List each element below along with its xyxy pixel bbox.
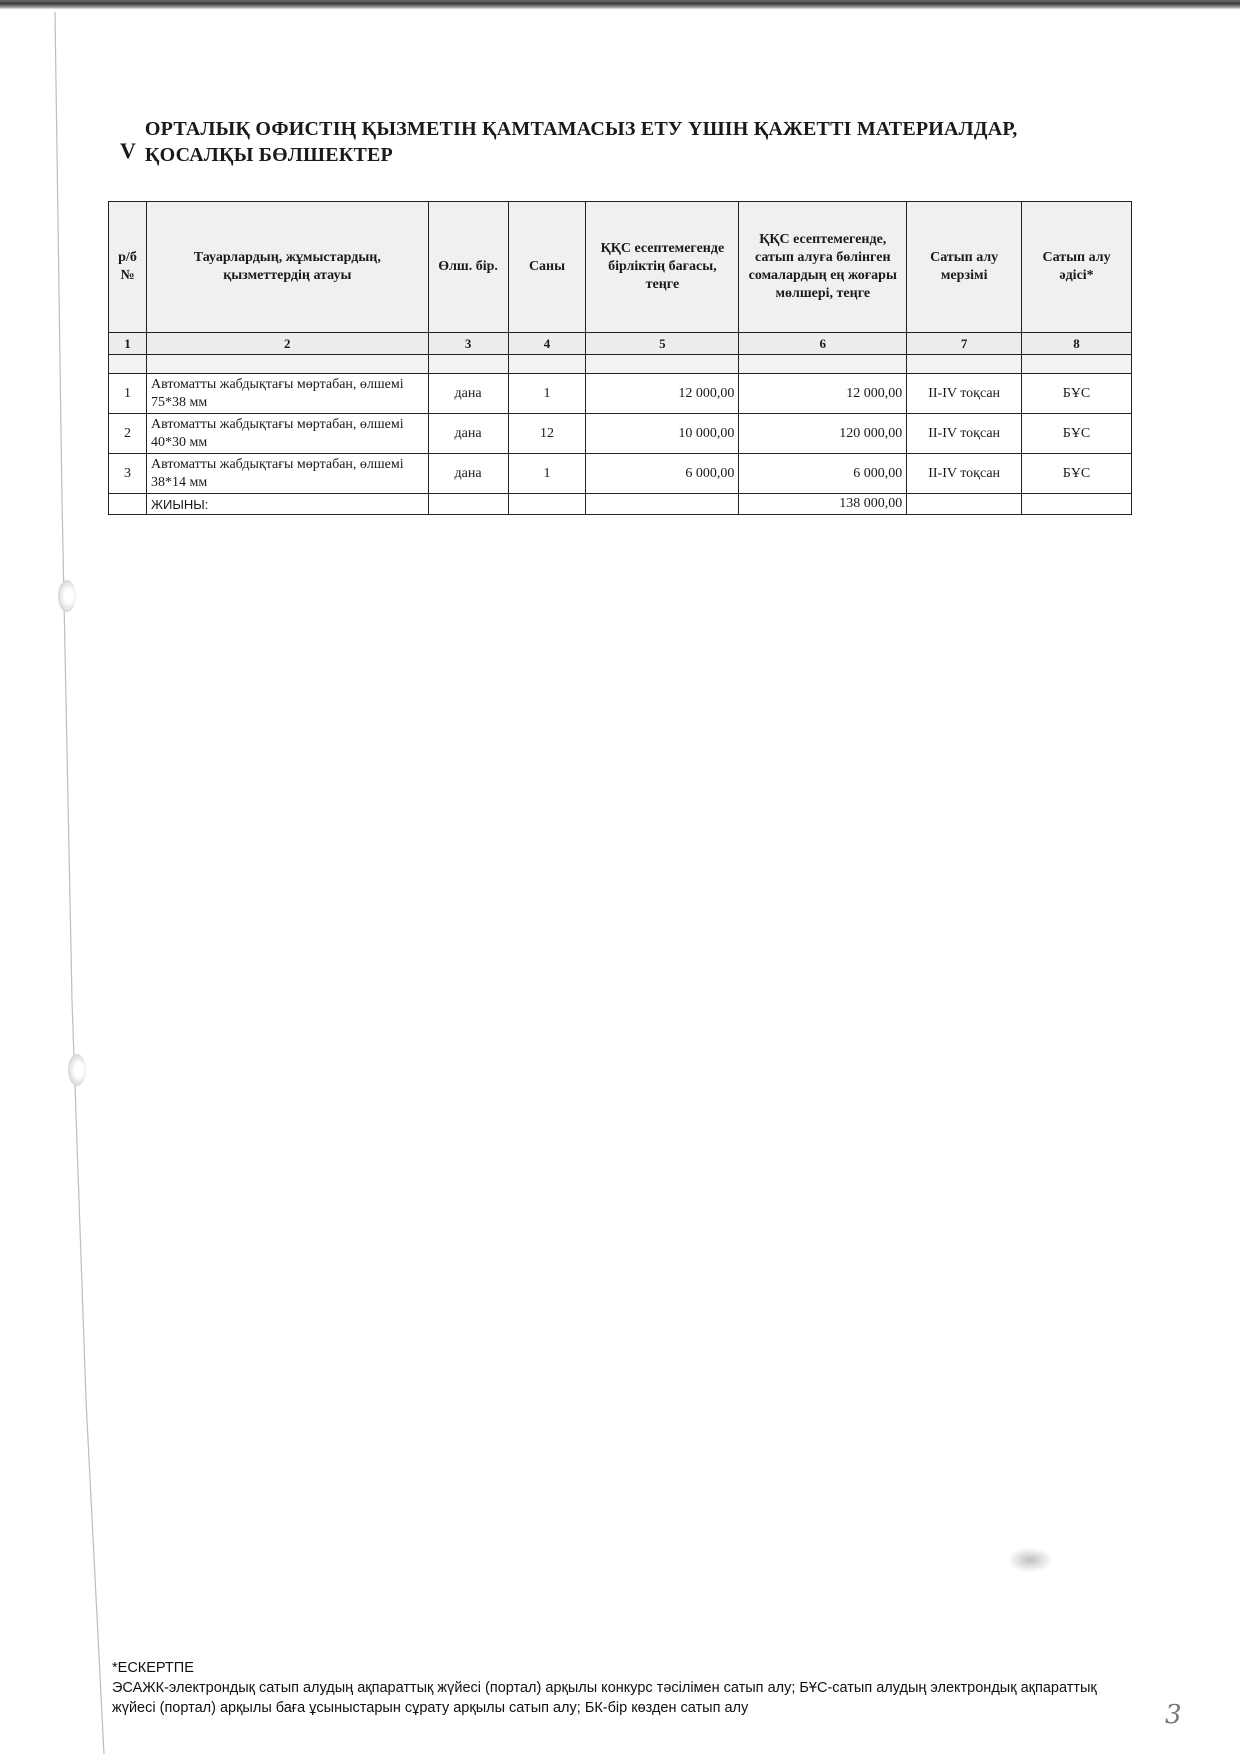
procurement-method: БҰС <box>1022 414 1132 454</box>
procurement-method: БҰС <box>1022 454 1132 494</box>
unit-price: 10 000,00 <box>586 414 739 454</box>
procurement-period: II-IV тоқсан <box>907 374 1022 414</box>
row-number: 3 <box>109 454 147 494</box>
header-cell: Саны <box>508 202 586 333</box>
column-number: 3 <box>428 333 508 355</box>
item-name: Автоматты жабдықтағы мөртабан, өлшемі 38*14 мм <box>146 454 428 494</box>
header-cell: Тауарлардың, жұмыстардың, қызметтердің атауы <box>146 202 428 333</box>
section-number: V <box>120 138 136 163</box>
table-row <box>109 374 1132 414</box>
unit: дана <box>428 374 508 414</box>
scan-smudge <box>1008 1548 1052 1572</box>
total-amount: 138 000,00 <box>739 494 907 515</box>
header-row <box>109 202 1132 333</box>
scan-top-edge <box>0 0 1240 9</box>
quantity: 12 <box>508 414 586 454</box>
header-cell: Сатып алу мерзімі <box>907 202 1022 333</box>
blank-row <box>109 355 1132 374</box>
header-cell: Өлш. бір. <box>428 202 508 333</box>
footnote-title: *ЕСКЕРТПЕ <box>112 1660 194 1676</box>
amount: 6 000,00 <box>739 454 907 494</box>
header-cell: р/б № <box>109 202 147 333</box>
quantity: 1 <box>508 374 586 414</box>
column-number: 5 <box>586 333 739 355</box>
footnote-text: ЭСАЖК-электрондық сатып алудың ақпараттық жүйесі (портал) арқылы конкурс тәсілімен сатып алу; БҰС-сатып алудың электрондық ақпараттық жүйесі (портал) арқылы баға ұсыныстарын сұрату арқылы сатып алу; БК-бір көзден сатып алу <box>112 1680 1097 1716</box>
page-number: 3 <box>1165 1700 1182 1730</box>
quantity: 1 <box>508 454 586 494</box>
section-heading <box>120 116 1080 168</box>
total-label: ЖИЫНЫ: <box>146 494 428 515</box>
punch-hole-mark <box>58 580 76 612</box>
header-cell: ҚҚС есептемегенде бірліктің бағасы, теңге <box>586 202 739 333</box>
table-row <box>109 454 1132 494</box>
amount: 120 000,00 <box>739 414 907 454</box>
item-name: Автоматты жабдықтағы мөртабан, өлшемі 40*30 мм <box>146 414 428 454</box>
header-cell: ҚҚС есептемегенде, сатып алуға бөлінген сомалардың ең жоғары мөлшері, теңге <box>739 202 907 333</box>
header-cell: Сатып алу әдісі* <box>1022 202 1132 333</box>
total-row <box>109 494 1132 515</box>
column-number: 1 <box>109 333 147 355</box>
footnote <box>112 1658 1142 1718</box>
column-number: 6 <box>739 333 907 355</box>
row-number: 2 <box>109 414 147 454</box>
procurement-period: II-IV тоқсан <box>907 414 1022 454</box>
column-number: 7 <box>907 333 1022 355</box>
column-number: 8 <box>1022 333 1132 355</box>
procurement-period: II-IV тоқсан <box>907 454 1022 494</box>
punch-hole-mark <box>68 1054 86 1086</box>
unit: дана <box>428 414 508 454</box>
column-number: 2 <box>146 333 428 355</box>
section-title: ОРТАЛЫҚ ОФИСТІҢ ҚЫЗМЕТІН ҚАМТАМАСЫЗ ЕТУ ҮШІН ҚАЖЕТТІ МАТЕРИАЛДАР, ҚОСАЛҚЫ БӨЛШЕКТЕР <box>144 118 1018 166</box>
table-row <box>109 414 1132 454</box>
row-number: 1 <box>109 374 147 414</box>
column-number-row <box>109 333 1132 355</box>
unit: дана <box>428 454 508 494</box>
unit-price: 12 000,00 <box>586 374 739 414</box>
procurement-table <box>108 201 1132 515</box>
unit-price: 6 000,00 <box>586 454 739 494</box>
column-number: 4 <box>508 333 586 355</box>
procurement-method: БҰС <box>1022 374 1132 414</box>
item-name: Автоматты жабдықтағы мөртабан, өлшемі 75*38 мм <box>146 374 428 414</box>
amount: 12 000,00 <box>739 374 907 414</box>
